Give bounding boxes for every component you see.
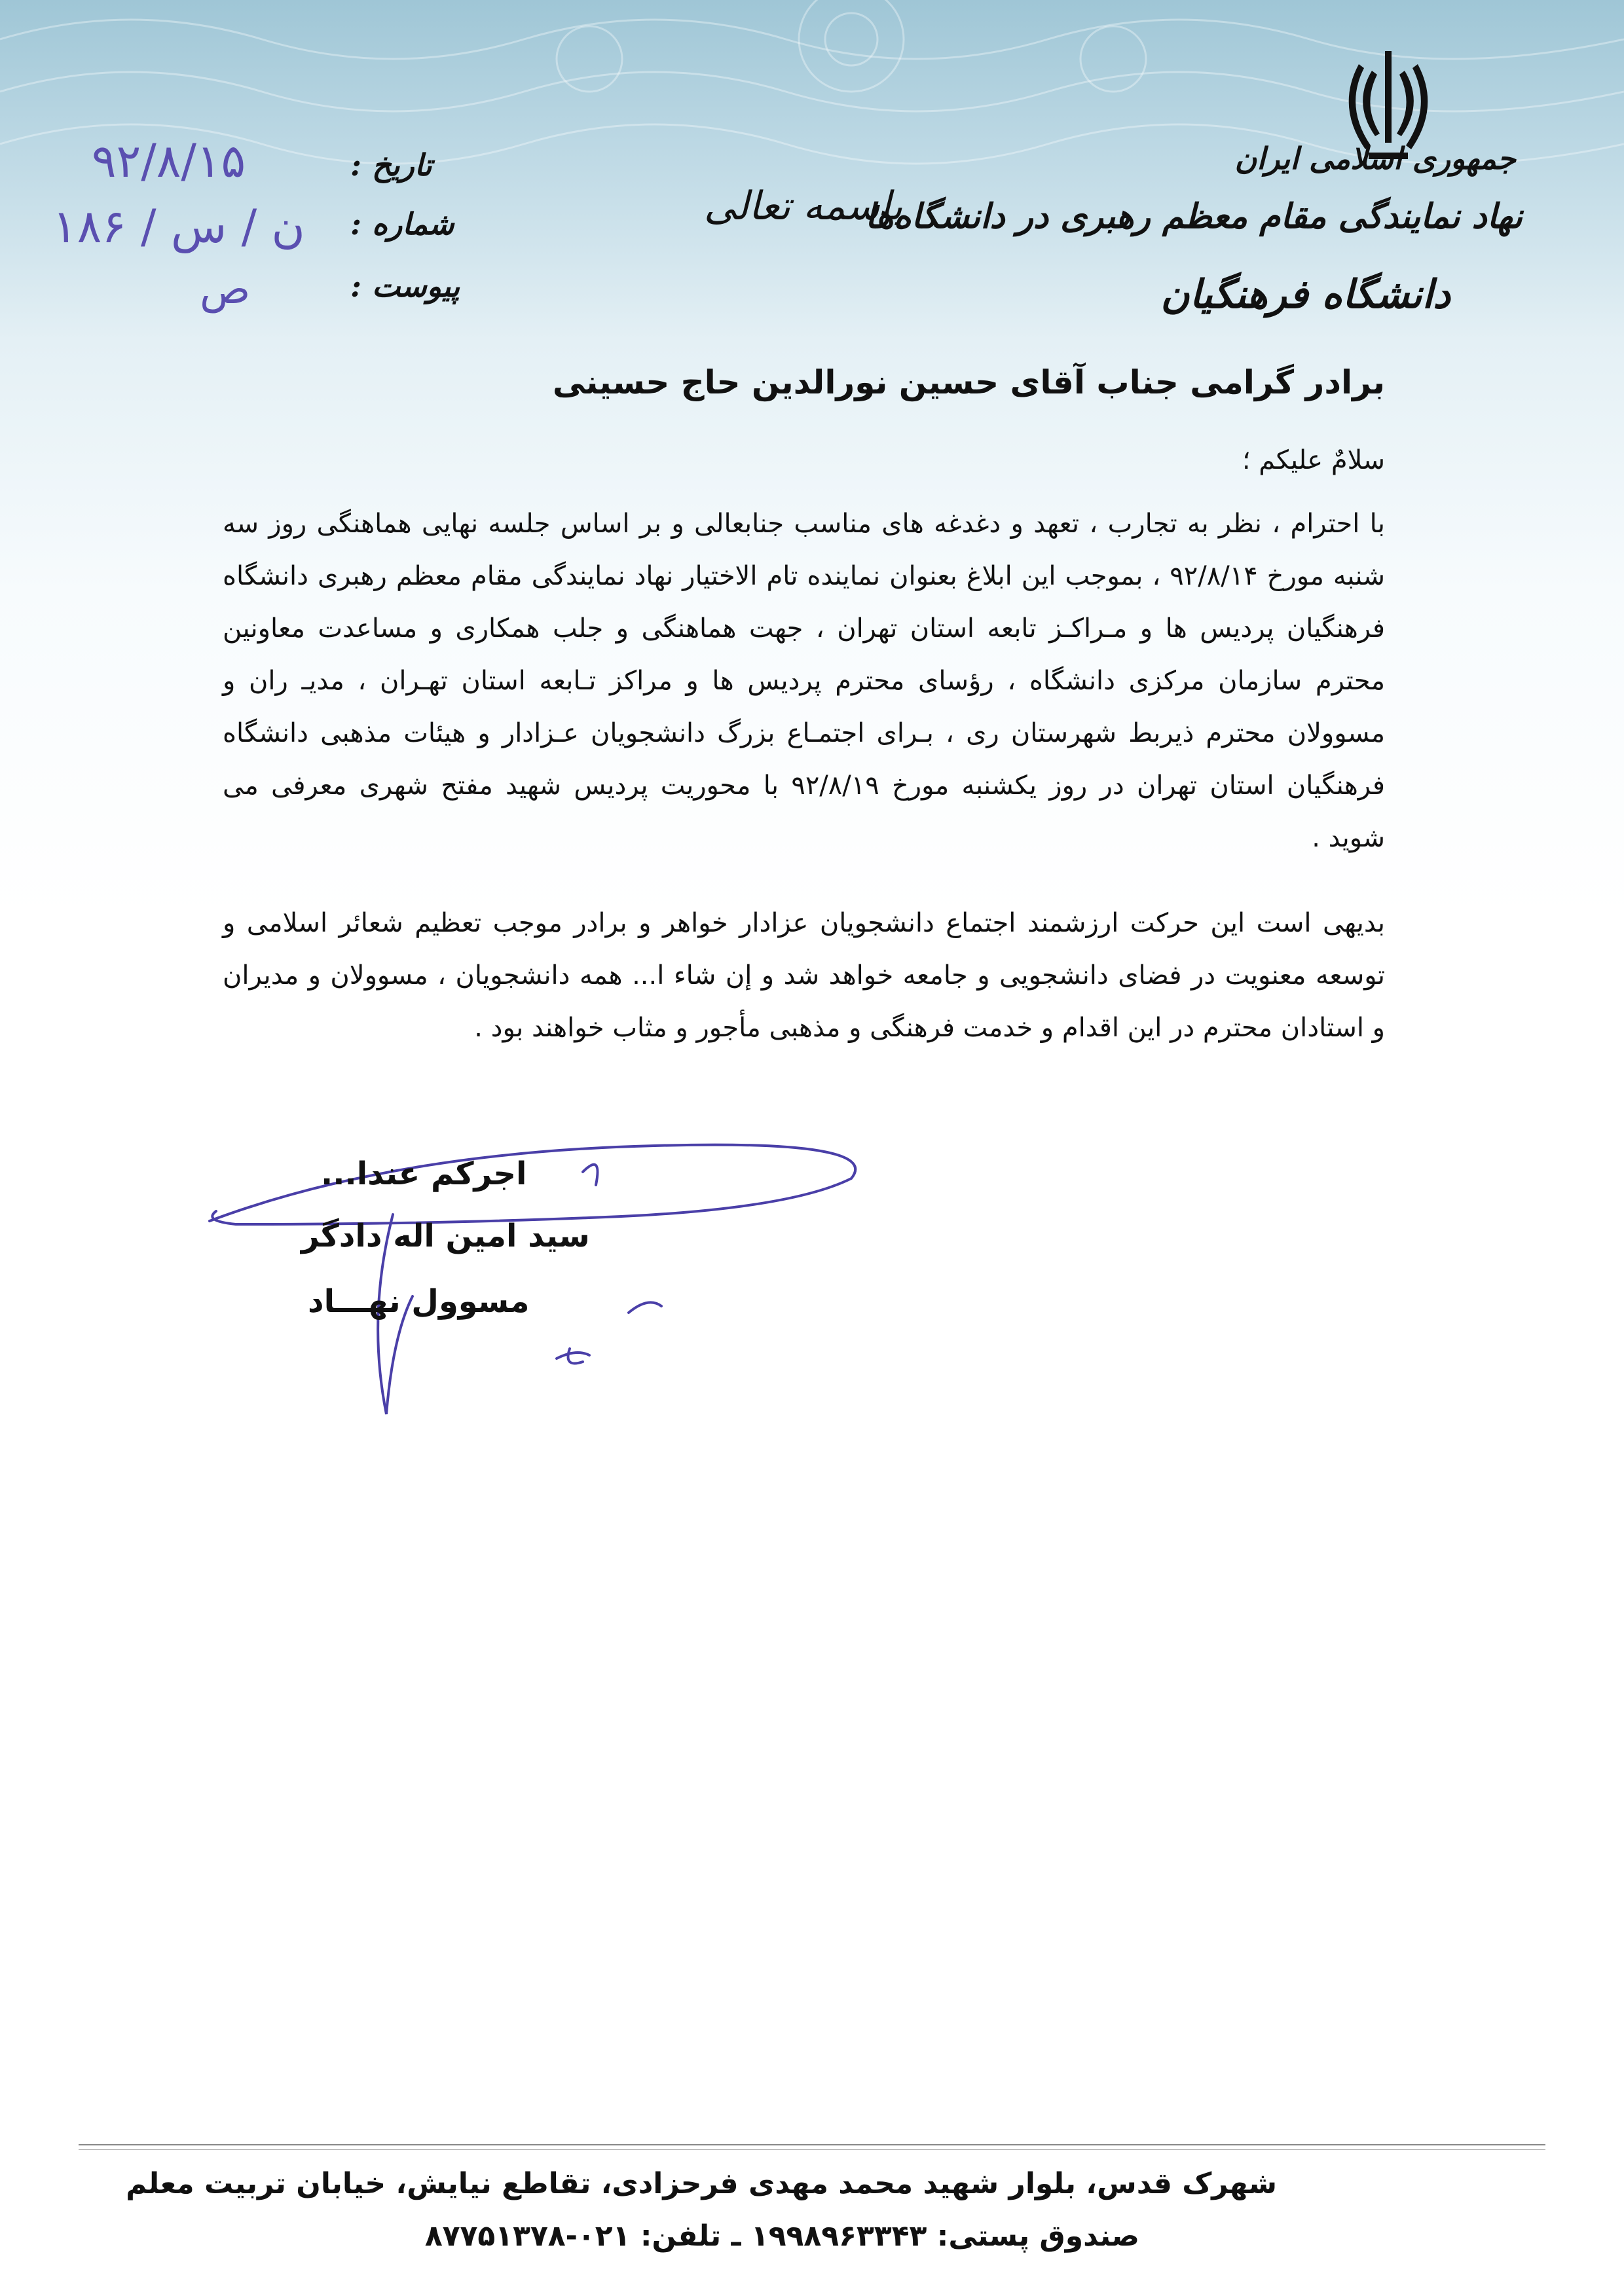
- body-paragraph-1: با احترام ، نظر به تجارب ، تعهد و دغدغه های مناسب جنابعالی و بر اساس جلسه نهایی هماهنگی روز سه شنبه مورخ ۹۲/۸/۱۴ ، بموجب این ابلاغ بعنوان نماینده تام الاختیار نهاد نمایندگی مقام معظم رهبری دانشگاه فرهنگیان پردیس ها و مـراکـز تابعه استان تهران ، جهت هماهنگی و جلب همکاری و مساعدت معاونین محترم سازمان مرکزی دانشگاه ، رؤسای محترم پردیس ها و مراکز تـابعه استان تهـران ، مدیـ ران و مسوولان محترم ذیربط شهرستان ری ، بـرای اجتمـاع بزرگ دانشجویان عـزادار و هیئات مذهبی دانشگاه فرهنگیان استان تهران در روز یکشنبه مورخ ۹۲/۸/۱۹ با محوریت پردیس شهید مفتح شهری معرفی می شوید .: [223, 509, 1385, 853]
- number-value: ۱۸۶ / ن / س: [52, 200, 305, 253]
- salutation: سلامٌ علیکم ؛: [1242, 445, 1385, 475]
- footer-contact: صندوق پستی: ۱۹۹۸۹۶۳۳۴۳ ـ تلفن: ۰۲۱-۸۷۷۵۱۳۷۸: [424, 2219, 1139, 2253]
- org-line-country: جمهوری اسلامی ایران: [1234, 141, 1516, 176]
- bismillah: باسمه تعالی: [704, 183, 903, 229]
- signatory-title: مسوول نهـــاد: [308, 1283, 530, 1320]
- footer-address: شهرک قدس، بلوار شهید محمد مهدی فرحزادی، تقاطع نیایش، خیابان تربیت معلم: [126, 2167, 1277, 2200]
- date-label: تاریخ :: [350, 147, 432, 183]
- handwritten-signature: [196, 1100, 930, 1453]
- signatory-name: سید امین اله دادگر: [301, 1218, 590, 1254]
- recipient-line: برادر گرامی جناب آقای حسین نورالدین حاج حسینی: [552, 363, 1385, 401]
- org-line-office: نهاد نمایندگی مقام معظم رهبری در دانشگاه‌ها: [865, 196, 1522, 236]
- org-line-university: دانشگاه فرهنگیان: [1160, 272, 1450, 318]
- attachment-value: ص: [200, 265, 251, 314]
- date-value: ۹۲/۸/۱۵: [92, 134, 246, 188]
- body-paragraph-2: بدیهی است این حرکت ارزشمند اجتماع دانشجویان عزادار خواهر و برادر موجب تعظیم شعائر اسلامی و توسعه معنویت در فضای دانشجویی و جامعه خواهد شد و إن شاء ا... همه دانشجویان ، مسوولان و مدیران و استادان محترم در این اقدام و خدمت فرهنگی و مذهبی مأجور و مثاب خواهند بود .: [223, 908, 1385, 1043]
- attachment-label: پیوست :: [350, 268, 460, 304]
- number-label: شماره :: [350, 206, 454, 242]
- footer-divider: [79, 2144, 1545, 2150]
- signature-closing: اجرکم عندا...: [321, 1156, 527, 1192]
